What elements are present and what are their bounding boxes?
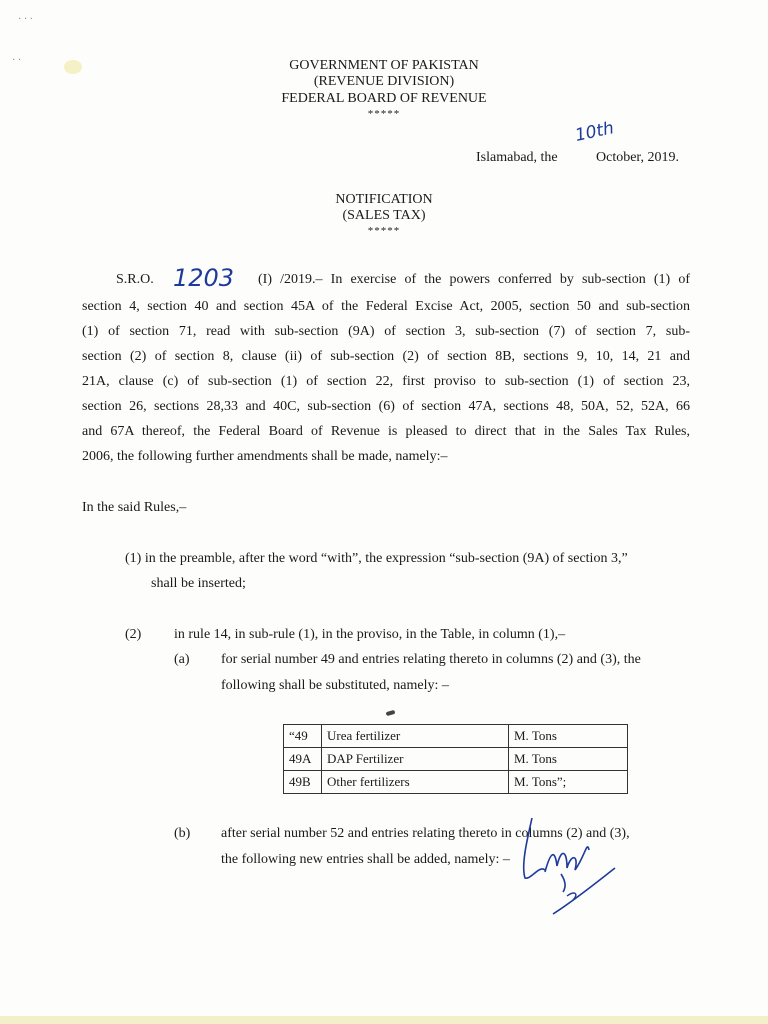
item-2b-line-1: after serial number 52 and entries relating thereto in columns (2) and (3), [221,826,630,841]
table-unit-cell: M. Tons [509,725,628,748]
table-serial-cell: “49 [284,725,322,748]
table-row [284,771,628,794]
sro-line-1: (I) /2019.– In exercise of the powers conferred by sub-section (1) of [258,272,690,287]
notification-stars: ***** [367,225,401,237]
sro-prefix: S.R.O. [116,272,154,287]
item-2-text: in rule 14, in sub-rule (1), in the proviso, in the Table, in column (1),– [174,627,566,642]
item-1-line-1: (1) in the preamble, after the word “with”, the expression “sub-section (9A) of section 3,” [125,551,628,566]
item-2b-line-2: the following new entries shall be added, namely: – [221,852,510,867]
ink-mark [386,710,396,716]
table-serial-cell: 49A [284,748,322,771]
sro-line-4: section (2) of section 8, clause (ii) of sub-section (2) of section 8B, sections 9, 10, 14, 21 and [82,349,690,364]
table-unit-cell: M. Tons”; [509,771,628,794]
item-1-line-2: shall be inserted; [151,576,246,591]
sro-line-7: and 67A thereof, the Federal Board of Revenue is pleased to direct that in the Sales Tax Rules, [82,424,690,439]
table-description-cell: Other fertilizers [322,771,509,794]
item-2a-line-1: for serial number 49 and entries relating thereto in columns (2) and (3), the [221,652,641,667]
item-2a-line-2: following shall be substituted, namely: – [221,678,449,693]
date-place: Islamabad, the [476,150,558,165]
item-2b-label: (b) [174,826,191,841]
header-stars: ***** [367,108,401,120]
header-line-2: (REVENUE DIVISION) [313,74,455,89]
amendment-table [283,724,628,794]
handwritten-sro-number: 1203 [173,264,235,292]
scan-edge-strip [0,1016,768,1024]
table-row [284,748,628,771]
date-month-year: October, 2019. [596,150,680,165]
sro-line-3: (1) of section 71, read with sub-section (9A) of section 3, sub-section (7) of section 7, sub- [82,324,690,339]
sro-line-5: 21A, clause (c) of sub-section (1) of section 22, first proviso to sub-section (1) of section 23, [82,374,690,389]
scan-speck: · · · [18,14,33,25]
item-2-number: (2) [125,627,142,642]
table-description-cell: Urea fertilizer [322,725,509,748]
sro-line-6: section 26, sections 28,33 and 40C, sub-section (6) of section 47A, sections 48, 50A, 52, 52A, 66 [82,399,690,414]
table-unit-cell: M. Tons [509,748,628,771]
table-row [284,725,628,748]
notification-title: NOTIFICATION [335,192,433,207]
header-line-1: GOVERNMENT OF PAKISTAN [289,58,479,73]
header-line-3: FEDERAL BOARD OF REVENUE [281,91,487,106]
handwritten-signature [505,810,620,920]
notification-subtitle: (SALES TAX) [342,208,426,223]
item-2a-label: (a) [174,652,190,667]
said-rules-intro: In the said Rules,– [82,500,187,515]
handwritten-date-day: 10th [573,118,616,146]
scan-speck: · · [12,55,22,66]
sro-line-8: 2006, the following further amendments shall be made, namely:– [82,449,448,464]
table-serial-cell: 49B [284,771,322,794]
sro-paragraph [82,294,690,469]
sro-line-2: section 4, section 40 and section 45A of the Federal Excise Act, 2005, section 50 and sub-section [82,299,690,314]
table-description-cell: DAP Fertilizer [322,748,509,771]
